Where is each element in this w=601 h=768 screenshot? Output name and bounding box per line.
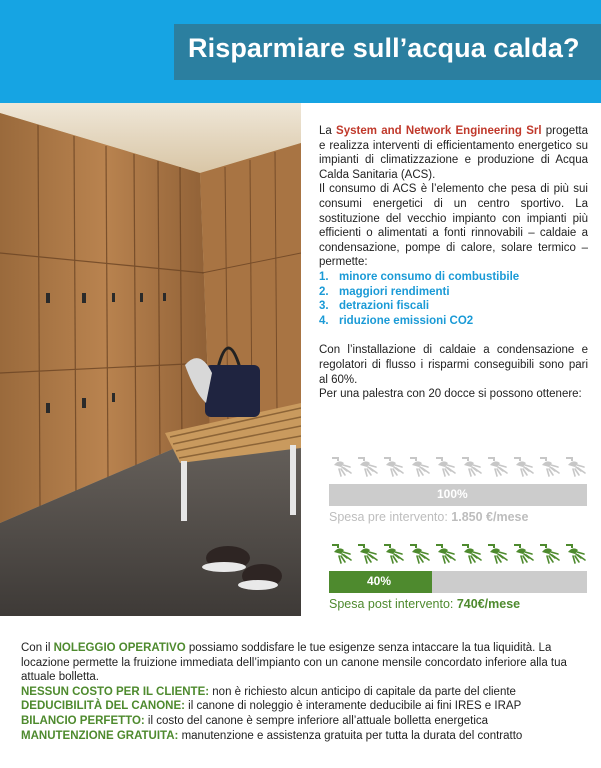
feature-line <box>21 699 581 714</box>
caption-post <box>329 597 520 611</box>
benefit-text: minore consumo di combustibile <box>339 270 520 283</box>
shower-icon <box>486 543 510 567</box>
benefit-number: 3. <box>319 300 329 313</box>
intro-paragraph-1 <box>319 124 588 182</box>
benefit-number: 1. <box>319 270 329 283</box>
caption-pre <box>329 510 528 524</box>
rental-suffix: possiamo soddisfare le tue esigenze senza intaccare la tua liquidità. La locazione permette la fruizione immediata dell’impianto con un canone mensile concordato inferiore alla tua attuale bolletta. <box>21 642 567 684</box>
shower-icon <box>330 456 354 480</box>
feature-term: MANUTENZIONE GRATUITA: <box>21 729 179 742</box>
shower-icon <box>382 456 406 480</box>
savings-paragraph: Con l’installazione di caldaie a condensazione e regolatori di flusso i risparmi conseguibili sono pari al 60%. <box>319 344 588 386</box>
intro-prefix: La <box>319 125 337 137</box>
caption-post-value: 740€/mese <box>456 597 521 611</box>
rental-prefix: Con il <box>21 642 54 654</box>
shower-icon <box>408 456 432 480</box>
feature-text: il canone di noleggio è interamente deducibile ai fini IRES e IRAP <box>184 700 522 713</box>
benefit-text: riduzione emissioni CO2 <box>339 314 474 327</box>
shower-icon <box>408 543 432 567</box>
caption-post-text: Spesa post intervento: <box>329 597 457 611</box>
shower-icon <box>538 543 562 567</box>
caption-pre-text: Spesa pre intervento: <box>329 510 452 524</box>
bar-post-label: 40% <box>367 574 392 588</box>
benefit-item <box>319 270 588 285</box>
rental-intro <box>21 641 581 685</box>
shower-icon <box>434 543 458 567</box>
shower-row-post <box>330 543 590 569</box>
rental-term: NOLEGGIO OPERATIVO <box>53 642 186 654</box>
feature-line <box>21 729 581 744</box>
shower-icon <box>486 456 510 480</box>
benefit-text: maggiori rendimenti <box>339 285 450 298</box>
feature-term: BILANCIO PERFETTO: <box>21 714 145 727</box>
intro-suffix: progetta e realizza interventi di efficientamento energetico su impianti di climatizzazione e produzione di Acqua Calda Sanitaria (ACS). <box>319 125 588 181</box>
intro-paragraph-2: Il consumo di ACS è l’elemento che pesa di più sui consumi energetici di un centro sportivo. La sostituzione del vecchio impianto con impianti più efficienti o alimentati a fonti rinnovabili – caldaie a condensazione, pompe di calore, solare termico – permette: <box>319 183 588 269</box>
shower-icon <box>564 543 588 567</box>
shower-icon <box>434 456 458 480</box>
shower-icon <box>460 543 484 567</box>
caption-pre-value: 1.850 €/mese <box>451 510 529 524</box>
company-name: System and Network Engineering Srl <box>336 125 542 137</box>
benefits-list <box>319 270 588 328</box>
shower-icon <box>330 543 354 567</box>
bar-post <box>329 571 587 593</box>
shower-row-pre <box>330 456 590 482</box>
shower-icon <box>512 543 536 567</box>
feature-text: manutenzione e assistenza gratuita per tutta la durata del contratto <box>178 729 523 742</box>
shower-icon <box>564 456 588 480</box>
bar-pre-label: 100% <box>437 487 468 501</box>
feature-text: non è richiesto alcun anticipo di capitale da parte del cliente <box>209 685 516 698</box>
shower-icon <box>382 543 406 567</box>
bar-pre <box>329 484 587 506</box>
feature-term: DEDUCIBILITÀ DEL CANONE: <box>21 700 185 713</box>
gym-paragraph: Per una palestra con 20 docce si possono ottenere: <box>319 388 582 401</box>
benefit-item <box>319 299 588 314</box>
feature-term: NESSUN COSTO PER IL CLIENTE: <box>21 685 210 698</box>
shower-icon <box>538 456 562 480</box>
benefit-text: detrazioni fiscali <box>339 300 430 313</box>
intro-text-column <box>319 124 588 402</box>
benefit-item <box>319 285 588 300</box>
locker-room-photo <box>0 103 301 616</box>
benefit-item <box>319 314 588 329</box>
benefit-number: 4. <box>319 314 329 327</box>
shower-icon <box>356 456 380 480</box>
page-title: Risparmiare sull’acqua calda? <box>188 33 580 63</box>
feature-line <box>21 685 581 700</box>
shower-icon <box>460 456 484 480</box>
shower-icon <box>356 543 380 567</box>
shower-icon <box>512 456 536 480</box>
benefit-number: 2. <box>319 285 329 298</box>
bottom-text <box>21 641 581 743</box>
feature-text: il costo del canone è sempre inferiore all’attuale bolletta energetica <box>144 714 489 727</box>
feature-line <box>21 714 581 729</box>
